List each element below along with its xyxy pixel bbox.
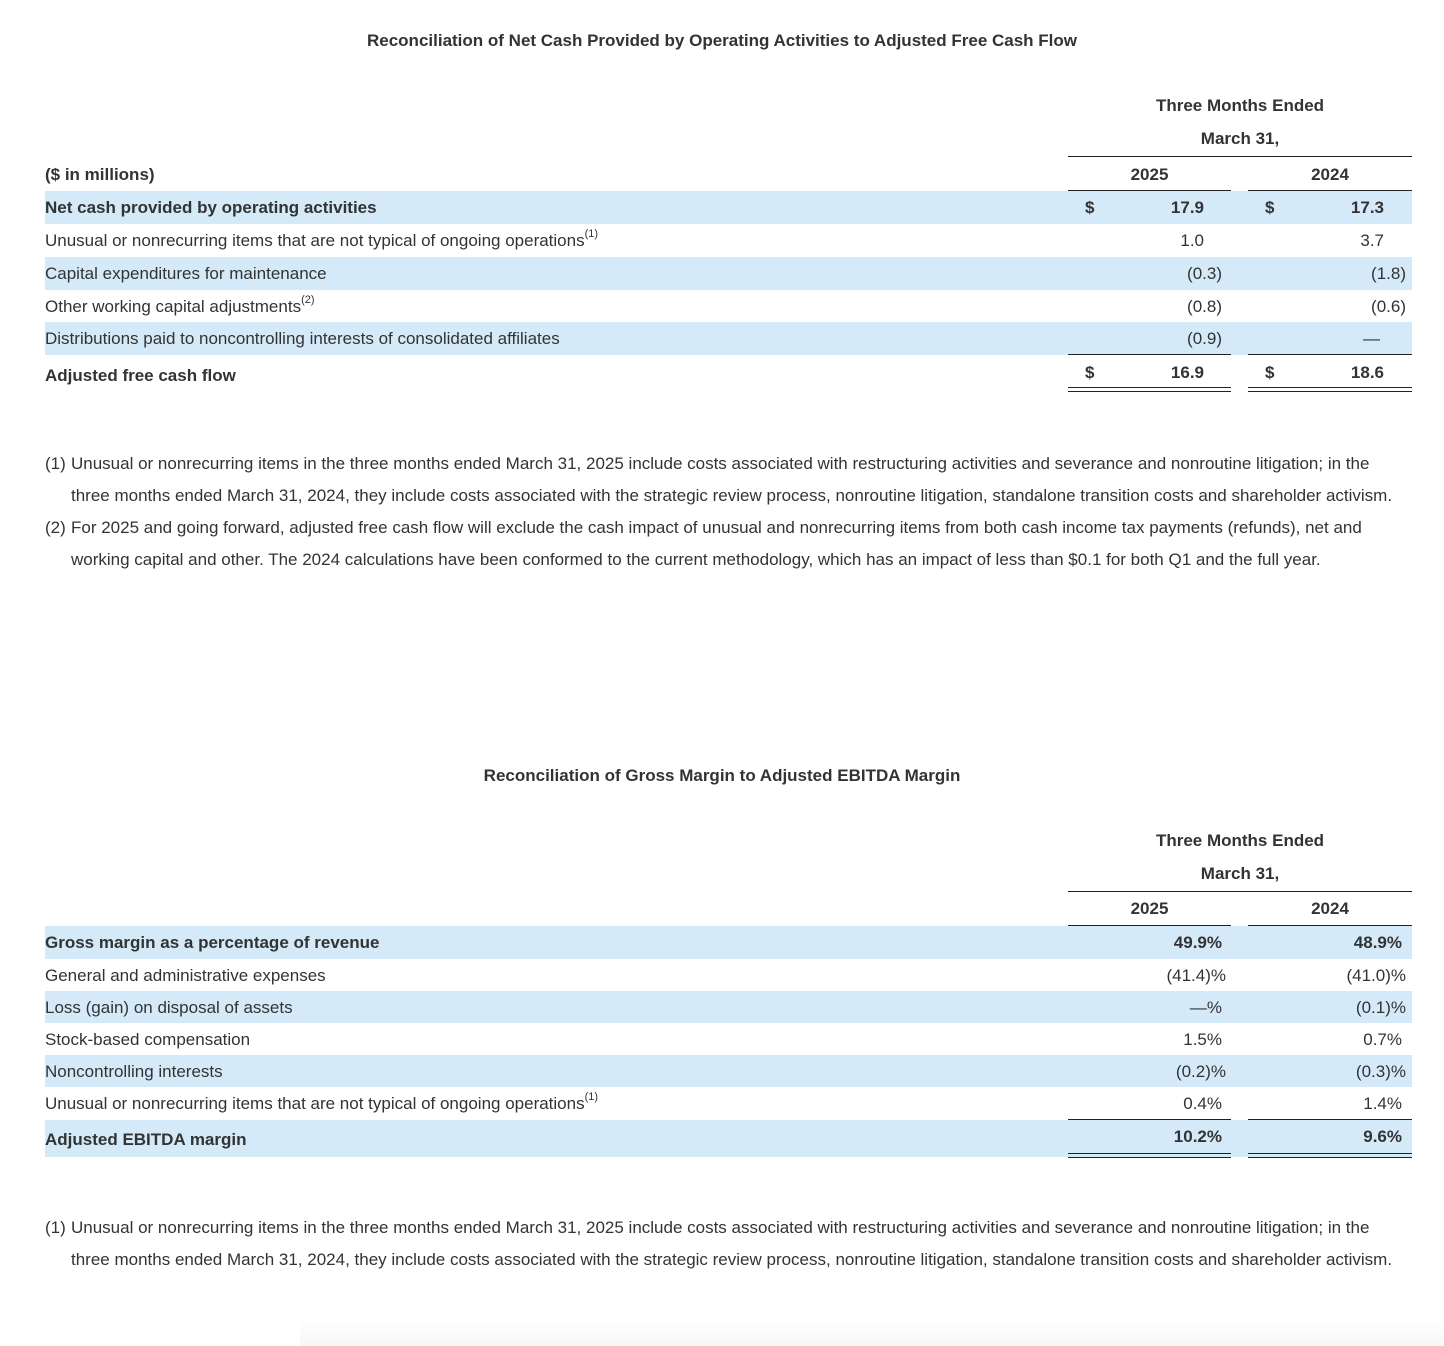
row-label: Adjusted free cash flow (45, 366, 236, 385)
row-label-text: Unusual or nonrecurring items that are not typical of ongoing operations (45, 1094, 585, 1113)
subtotal-rule-2025 (1068, 1119, 1231, 1120)
period-header-date: March 31, (1200, 129, 1280, 148)
currency-symbol: $ (1265, 198, 1275, 217)
total-double-rule-2025 (1068, 1153, 1231, 1158)
table-row (45, 322, 1412, 355)
footnote (45, 512, 1395, 576)
table-row (45, 224, 1412, 257)
table-row-total (45, 356, 1412, 390)
row-label (45, 290, 315, 323)
value-2024: 17.3 (1350, 198, 1384, 217)
total-double-rule-2024 (1248, 1153, 1412, 1158)
value-2025: 0.4% (1183, 1094, 1222, 1113)
subtotal-rule-2025 (1068, 354, 1231, 355)
subtotal-rule-2024 (1248, 1119, 1412, 1120)
footnote-text: For 2025 and going forward, adjusted free cash flow will exclude the cash impact of unusual and nonrecurring items from both cash income tax payments (refunds), net and working capital and other. The 2024 calculations have been conformed to the current methodology, which has an impact of less than $0.1 for both Q1 and the full year. (71, 518, 1362, 569)
value-2024: 48.9% (1353, 933, 1402, 952)
footnote-text: Unusual or nonrecurring items in the three months ended March 31, 2025 include costs associated with restructuring activities and severance and nonroutine litigation; in the three months ended March 31, 2024, they include costs associated with the strategic review process, nonroutine litigation, standalone transition costs and shareholder activism. (71, 1218, 1393, 1269)
unit-label: ($ in millions) (45, 165, 155, 184)
row-label: General and administrative expenses (45, 966, 326, 985)
row-label: Stock-based compensation (45, 1030, 251, 1049)
row-label-text: Other working capital adjustments (45, 297, 302, 316)
value-2025: —% (1189, 998, 1222, 1017)
value-2024: — (1363, 329, 1380, 348)
footnote-ref: (1) (584, 228, 599, 241)
currency-symbol: $ (1085, 363, 1095, 382)
row-label: Noncontrolling interests (45, 1062, 223, 1081)
row-label: Loss (gain) on disposal of assets (45, 998, 293, 1017)
footnote-text: Unusual or nonrecurring items in the three months ended March 31, 2025 include costs associated with restructuring activities and severance and nonroutine litigation; in the three months ended March 31, 2024, they include costs associated with the strategic review process, nonroutine litigation, standalone transition costs and shareholder activism. (71, 454, 1393, 505)
column-header-row (45, 158, 1412, 191)
footnote-mark: (2) (45, 518, 66, 537)
period-header: Three Months Ended (1155, 831, 1325, 850)
table-row (45, 1023, 1412, 1055)
table-row (45, 991, 1412, 1023)
value-2024: 9.6% (1363, 1127, 1402, 1146)
currency-symbol: $ (1265, 363, 1275, 382)
table-row (45, 926, 1412, 959)
value-2024: (0.1)% (1355, 998, 1406, 1017)
value-2024: (41.0)% (1346, 966, 1406, 985)
row-label: Net cash provided by operating activities (45, 198, 377, 217)
header-rule (1068, 156, 1412, 157)
table-row-total (45, 1120, 1412, 1157)
column-header-row (45, 892, 1412, 925)
column-header-2024: 2024 (1311, 165, 1349, 184)
value-2025: 16.9 (1170, 363, 1204, 382)
row-label: Gross margin as a percentage of revenue (45, 933, 380, 952)
value-2024: (1.8) (1371, 264, 1406, 283)
table-row (45, 1055, 1412, 1087)
value-2025: 17.9 (1170, 198, 1204, 217)
total-double-rule-2025 (1068, 387, 1231, 392)
table-row (45, 257, 1412, 290)
value-2025: (0.2)% (1175, 1062, 1226, 1081)
row-label (45, 1087, 598, 1120)
table-row (45, 1087, 1412, 1119)
value-2024: (0.3)% (1355, 1062, 1406, 1081)
table-row (45, 191, 1412, 224)
footnote-ref: (2) (301, 294, 315, 307)
total-double-rule-2024 (1248, 387, 1412, 392)
row-label: Capital expenditures for maintenance (45, 264, 327, 283)
footnote-ref: (1) (584, 1091, 599, 1104)
column-header-2024: 2024 (1311, 899, 1349, 918)
value-2024: 18.6 (1350, 363, 1384, 382)
column-header-2025: 2025 (1130, 165, 1169, 184)
row-label: Adjusted EBITDA margin (45, 1130, 247, 1149)
period-header: Three Months Ended (1155, 96, 1325, 115)
value-2025: (0.9) (1187, 329, 1222, 348)
value-2024: 0.7% (1363, 1030, 1402, 1049)
table1-footnotes (45, 448, 1395, 576)
value-2025: (41.4)% (1166, 966, 1226, 985)
table-row (45, 959, 1412, 991)
currency-symbol: $ (1085, 198, 1095, 217)
footnote (45, 448, 1395, 512)
column-header-2025: 2025 (1130, 899, 1169, 918)
value-2025: 1.5% (1183, 1030, 1222, 1049)
table2-footnotes (45, 1212, 1395, 1276)
row-label: Distributions paid to noncontrolling interests of consolidated affiliates (45, 329, 560, 348)
page-bottom-shade (300, 1320, 1444, 1346)
value-2025: (0.3) (1187, 264, 1222, 283)
row-label (45, 224, 598, 257)
subtotal-rule-2024 (1248, 354, 1412, 355)
footnote-mark: (1) (45, 454, 66, 473)
value-2024: (0.6) (1371, 297, 1406, 316)
period-header-date: March 31, (1200, 864, 1280, 883)
table2-title: Reconciliation of Gross Margin to Adjusted EBITDA Margin (483, 766, 961, 785)
row-label-text: Unusual or nonrecurring items that are not typical of ongoing operations (45, 231, 585, 250)
value-2024: 3.7 (1360, 231, 1384, 250)
value-2024: 1.4% (1363, 1094, 1402, 1113)
table1-title: Reconciliation of Net Cash Provided by Operating Activities to Adjusted Free Cash Flow (366, 31, 1078, 50)
value-2025: 49.9% (1173, 933, 1222, 952)
value-2025: 10.2% (1173, 1127, 1222, 1146)
value-2025: (0.8) (1187, 297, 1222, 316)
footnote-mark: (1) (45, 1218, 66, 1237)
value-2025: 1.0 (1180, 231, 1204, 250)
table-row (45, 290, 1412, 323)
footnote (45, 1212, 1395, 1276)
